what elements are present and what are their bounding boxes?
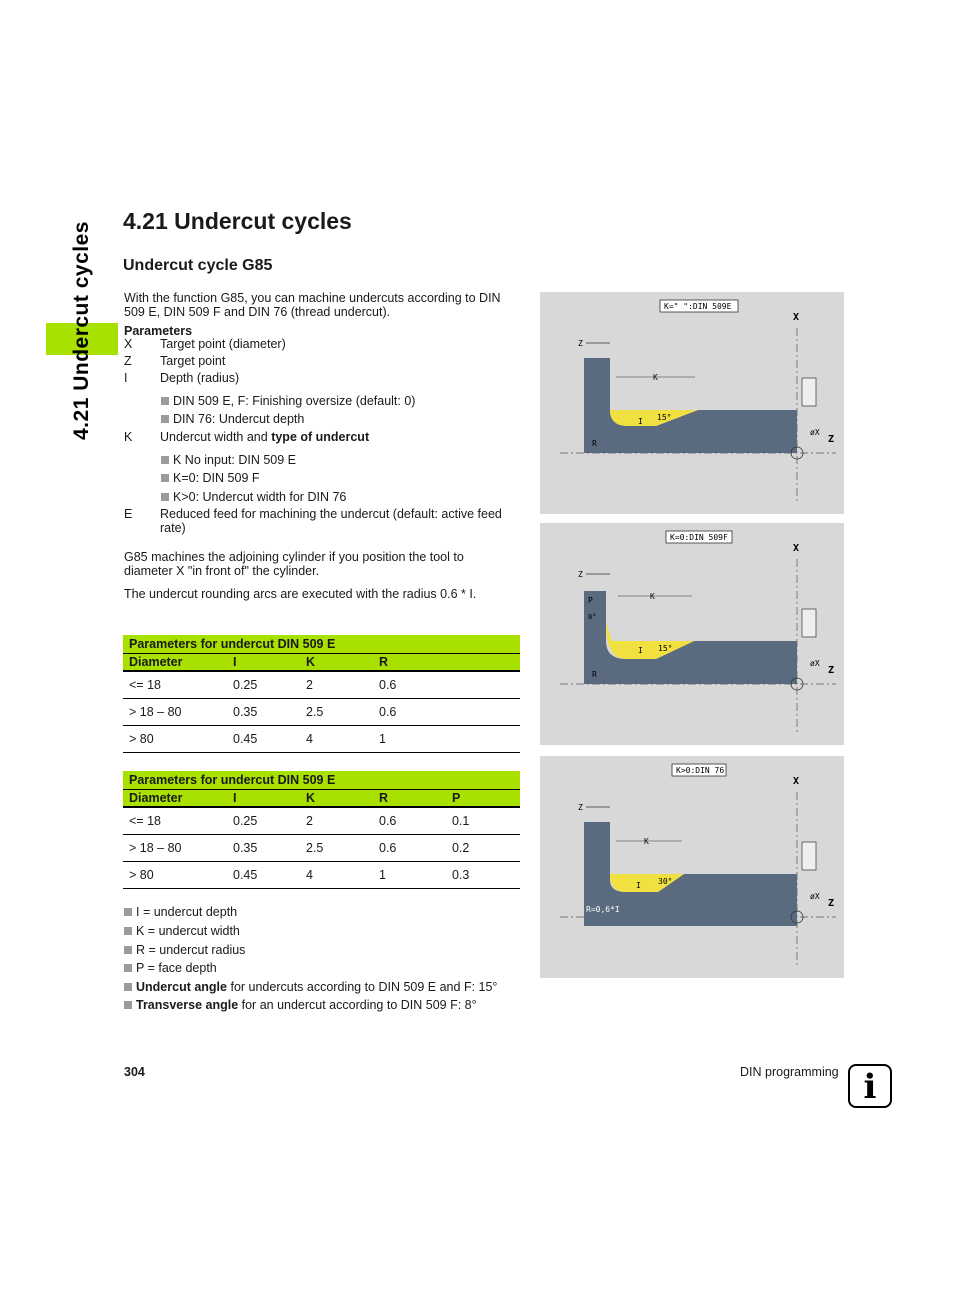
svg-text:Z: Z [578,339,583,348]
svg-text:K: K [644,837,649,846]
svg-text:K: K [653,373,658,382]
tool-holder-icon [802,842,816,870]
note-paragraph: The undercut rounding arcs are executed with the radius 0.6 * I. [124,587,477,601]
svg-text:15°: 15° [658,644,673,653]
table-din509f: Parameters for undercut DIN 509 E Diameter I K R P <= 18 0.25 2 0.6 0.1 > 18 – 80 0.35 2.5 0.6 0.2 > 80 0.45 4 1 0.3 [123,771,520,889]
bullet-square-icon [161,474,169,482]
undercut-diagram [540,292,844,514]
table-title: Parameters for undercut DIN 509 E [129,636,336,651]
svg-text:Z: Z [828,665,835,676]
bullet-square-icon [124,946,132,954]
tool-holder-icon [802,609,816,637]
svg-text:Z: Z [578,803,583,812]
table-row: > 80 0.45 4 1 0.3 [123,862,520,889]
svg-text:15°: 15° [657,413,672,422]
table-row: > 80 0.45 4 1 [123,726,520,753]
legend-item: Undercut angle for undercuts according to DIN 509 E and F: 15° [124,980,497,994]
svg-text:I: I [636,881,641,890]
table-row: > 18 – 80 0.35 2.5 0.6 [123,699,520,726]
bullet-square-icon [161,493,169,501]
bullet-item: K No input: DIN 509 E [161,453,296,467]
bullet-item: DIN 76: Undercut depth [161,412,304,426]
svg-text:Z: Z [578,570,583,579]
svg-text:Z: Z [828,898,835,909]
parameters-label: Parameters [124,324,193,338]
svg-text:R: R [592,439,597,448]
bullet-square-icon [161,415,169,423]
legend-item: K = undercut width [124,924,240,938]
figure-din509e [540,292,844,514]
svg-text:I: I [638,417,643,426]
table-title: Parameters for undercut DIN 509 E [129,772,336,787]
svg-text:8°: 8° [588,613,597,621]
svg-text:R: R [592,670,597,679]
undercut-diagram [540,523,844,745]
info-icon [848,1064,892,1108]
bullet-item: K=0: DIN 509 F [161,471,260,485]
page-title: 4.21 Undercut cycles [123,208,352,234]
bullet-square-icon [124,908,132,916]
bullet-item: K>0: Undercut width for DIN 76 [161,490,346,504]
svg-text:øX: øX [810,659,820,668]
bullet-square-icon [161,397,169,405]
legend-item: P = face depth [124,961,217,975]
bullet-square-icon [124,964,132,972]
svg-text:X: X [793,312,800,323]
page-number: 304 [124,1065,145,1079]
chapter-name: DIN programming [740,1065,839,1079]
bullet-item: DIN 509 E, F: Finishing oversize (default: 0) [161,394,415,408]
svg-text:K: K [650,592,655,601]
note-paragraph: G85 machines the adjoining cylinder if you position the tool to diameter X "in front of" the cylinder. [124,550,464,578]
workpiece-shape [584,591,797,684]
legend-item: R = undercut radius [124,943,245,957]
intro-paragraph: With the function G85, you can machine undercuts according to DIN 509 E, DIN 509 F and DIN 76 (thread undercut). [124,291,501,319]
bullet-square-icon [161,456,169,464]
svg-text:i: i [863,1067,877,1106]
undercut-diagram [540,756,844,978]
workpiece-shape [584,358,797,453]
svg-text:P: P [588,596,593,605]
table-row: <= 18 0.25 2 0.6 [123,671,520,699]
table-din509e: Parameters for undercut DIN 509 E Diameter I K R <= 18 0.25 2 0.6 > 18 – 80 0.35 2.5 0.6 > 80 0.45 4 1 [123,635,520,753]
legend-item: I = undercut depth [124,905,237,919]
bullet-square-icon [124,983,132,991]
svg-text:øX: øX [810,892,820,901]
legend-item: Transverse angle for an undercut according to DIN 509 F: 8° [124,998,477,1012]
svg-text:K>0:DIN 76: K>0:DIN 76 [676,766,725,775]
svg-text:I: I [638,646,643,655]
figure-din509f [540,523,844,745]
bullet-square-icon [124,1001,132,1009]
svg-text:X: X [793,543,800,554]
svg-text:øX: øX [810,428,820,437]
svg-text:30°: 30° [658,877,673,886]
bullet-square-icon [124,927,132,935]
svg-text:K=0:DIN 509F: K=0:DIN 509F [670,533,728,542]
figure-din76 [540,756,844,978]
tool-holder-icon [802,378,816,406]
svg-text:X: X [793,776,800,787]
svg-text:Z: Z [828,434,835,445]
table-row: <= 18 0.25 2 0.6 0.1 [123,807,520,835]
table-row: > 18 – 80 0.35 2.5 0.6 0.2 [123,835,520,862]
svg-text:R=0,6*I: R=0,6*I [586,905,620,914]
svg-text:K=" ":DIN 509E: K=" ":DIN 509E [664,302,732,311]
section-title: Undercut cycle G85 [123,257,273,274]
